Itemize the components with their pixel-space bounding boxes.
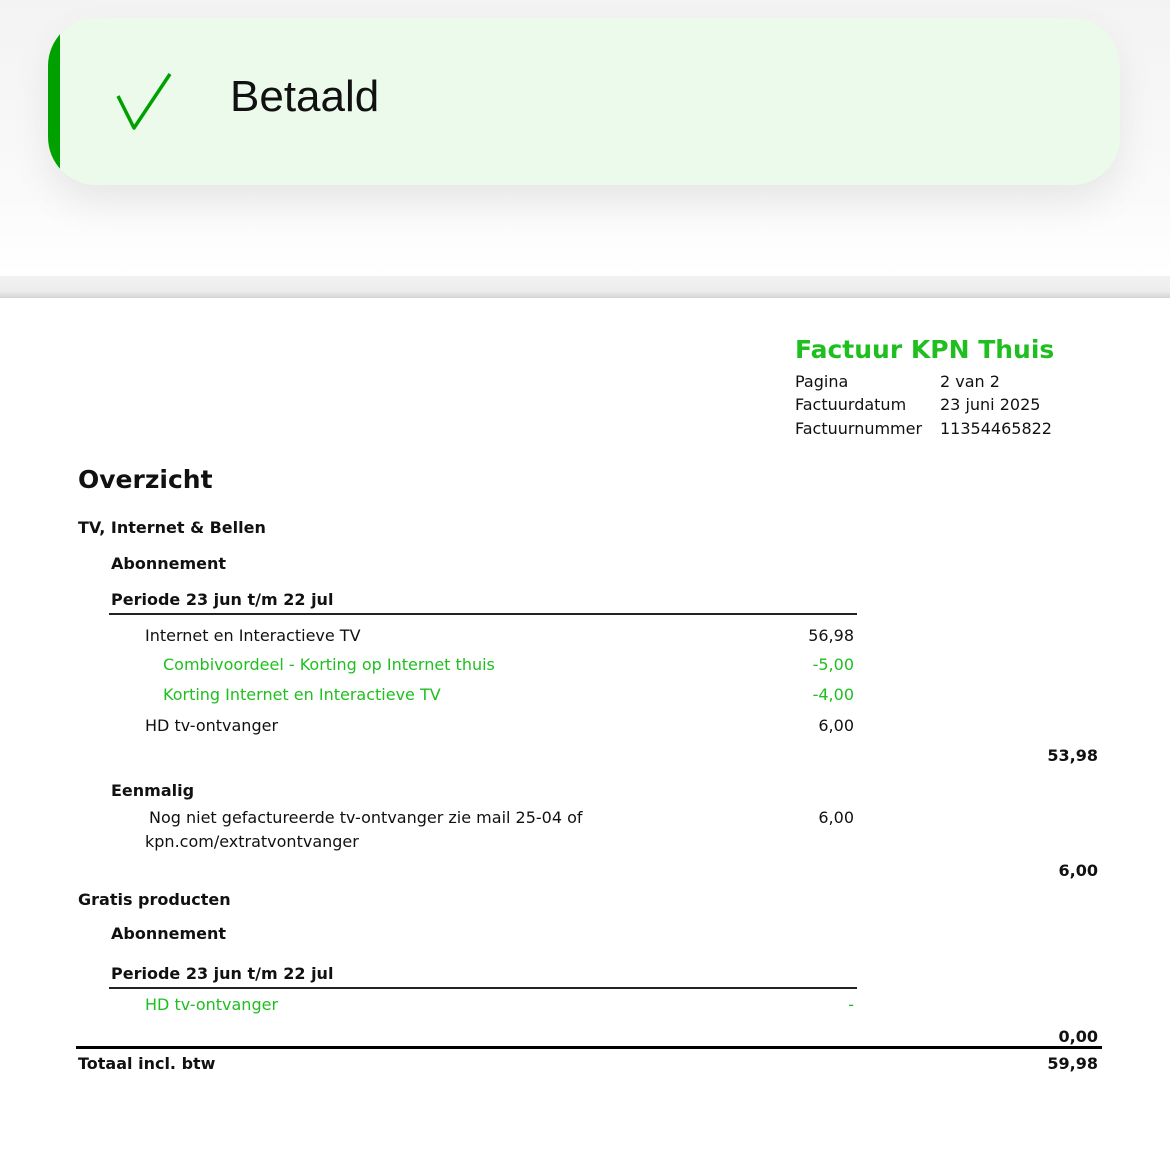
- rule: [109, 987, 857, 989]
- invoice-title: Factuur KPN Thuis: [795, 335, 1055, 364]
- line-item-amount: 6,00: [818, 808, 854, 827]
- meta-label: Factuurdatum: [795, 395, 907, 414]
- total-amount: 59,98: [1047, 1054, 1098, 1073]
- subsection-title: Abonnement: [111, 924, 227, 943]
- checkmark-icon: [114, 70, 174, 136]
- discount-label: Combivoordeel - Korting op Internet thuis: [163, 655, 495, 674]
- discount-amount: -4,00: [812, 685, 854, 704]
- subtotal: 53,98: [1047, 746, 1098, 765]
- period-label: Periode 23 jun t/m 22 jul: [111, 590, 334, 609]
- line-item-label-cont: kpn.com/extratvontvanger: [145, 832, 359, 851]
- line-item-label: Internet en Interactieve TV: [145, 626, 361, 645]
- subsection-title: Eenmalig: [111, 781, 195, 800]
- rule: [109, 613, 857, 615]
- free-item-amount: -: [848, 995, 854, 1014]
- section-title: Gratis producten: [78, 890, 231, 909]
- subsection-title: Abonnement: [111, 554, 227, 573]
- meta-label: Factuurnummer: [795, 419, 923, 438]
- total-rule: [76, 1046, 1102, 1049]
- line-item-amount: 6,00: [818, 716, 854, 735]
- discount-amount: -5,00: [812, 655, 854, 674]
- meta-label: Pagina: [795, 372, 849, 391]
- divider: [0, 276, 1170, 298]
- line-item-amount: 56,98: [808, 626, 854, 645]
- free-item-label: HD tv-ontvanger: [145, 995, 279, 1014]
- status-accent-bar: [48, 18, 60, 185]
- discount-label: Korting Internet en Interactieve TV: [163, 685, 441, 704]
- subtotal: 6,00: [1058, 861, 1098, 880]
- status-label: Betaald: [230, 72, 380, 121]
- subtotal: 0,00: [1058, 1027, 1098, 1046]
- section-title: TV, Internet & Bellen: [78, 518, 266, 537]
- overview-heading: Overzicht: [78, 465, 213, 494]
- period-label: Periode 23 jun t/m 22 jul: [111, 964, 334, 983]
- line-item-label: HD tv-ontvanger: [145, 716, 279, 735]
- payment-status-banner: [48, 18, 1120, 185]
- meta-value: 23 juni 2025: [940, 395, 1041, 414]
- line-item-label: Nog niet gefactureerde tv-ontvanger zie mail 25-04 of: [149, 808, 583, 827]
- meta-value: 11354465822: [940, 419, 1052, 438]
- total-label: Totaal incl. btw: [78, 1054, 216, 1073]
- meta-value: 2 van 2: [940, 372, 1000, 391]
